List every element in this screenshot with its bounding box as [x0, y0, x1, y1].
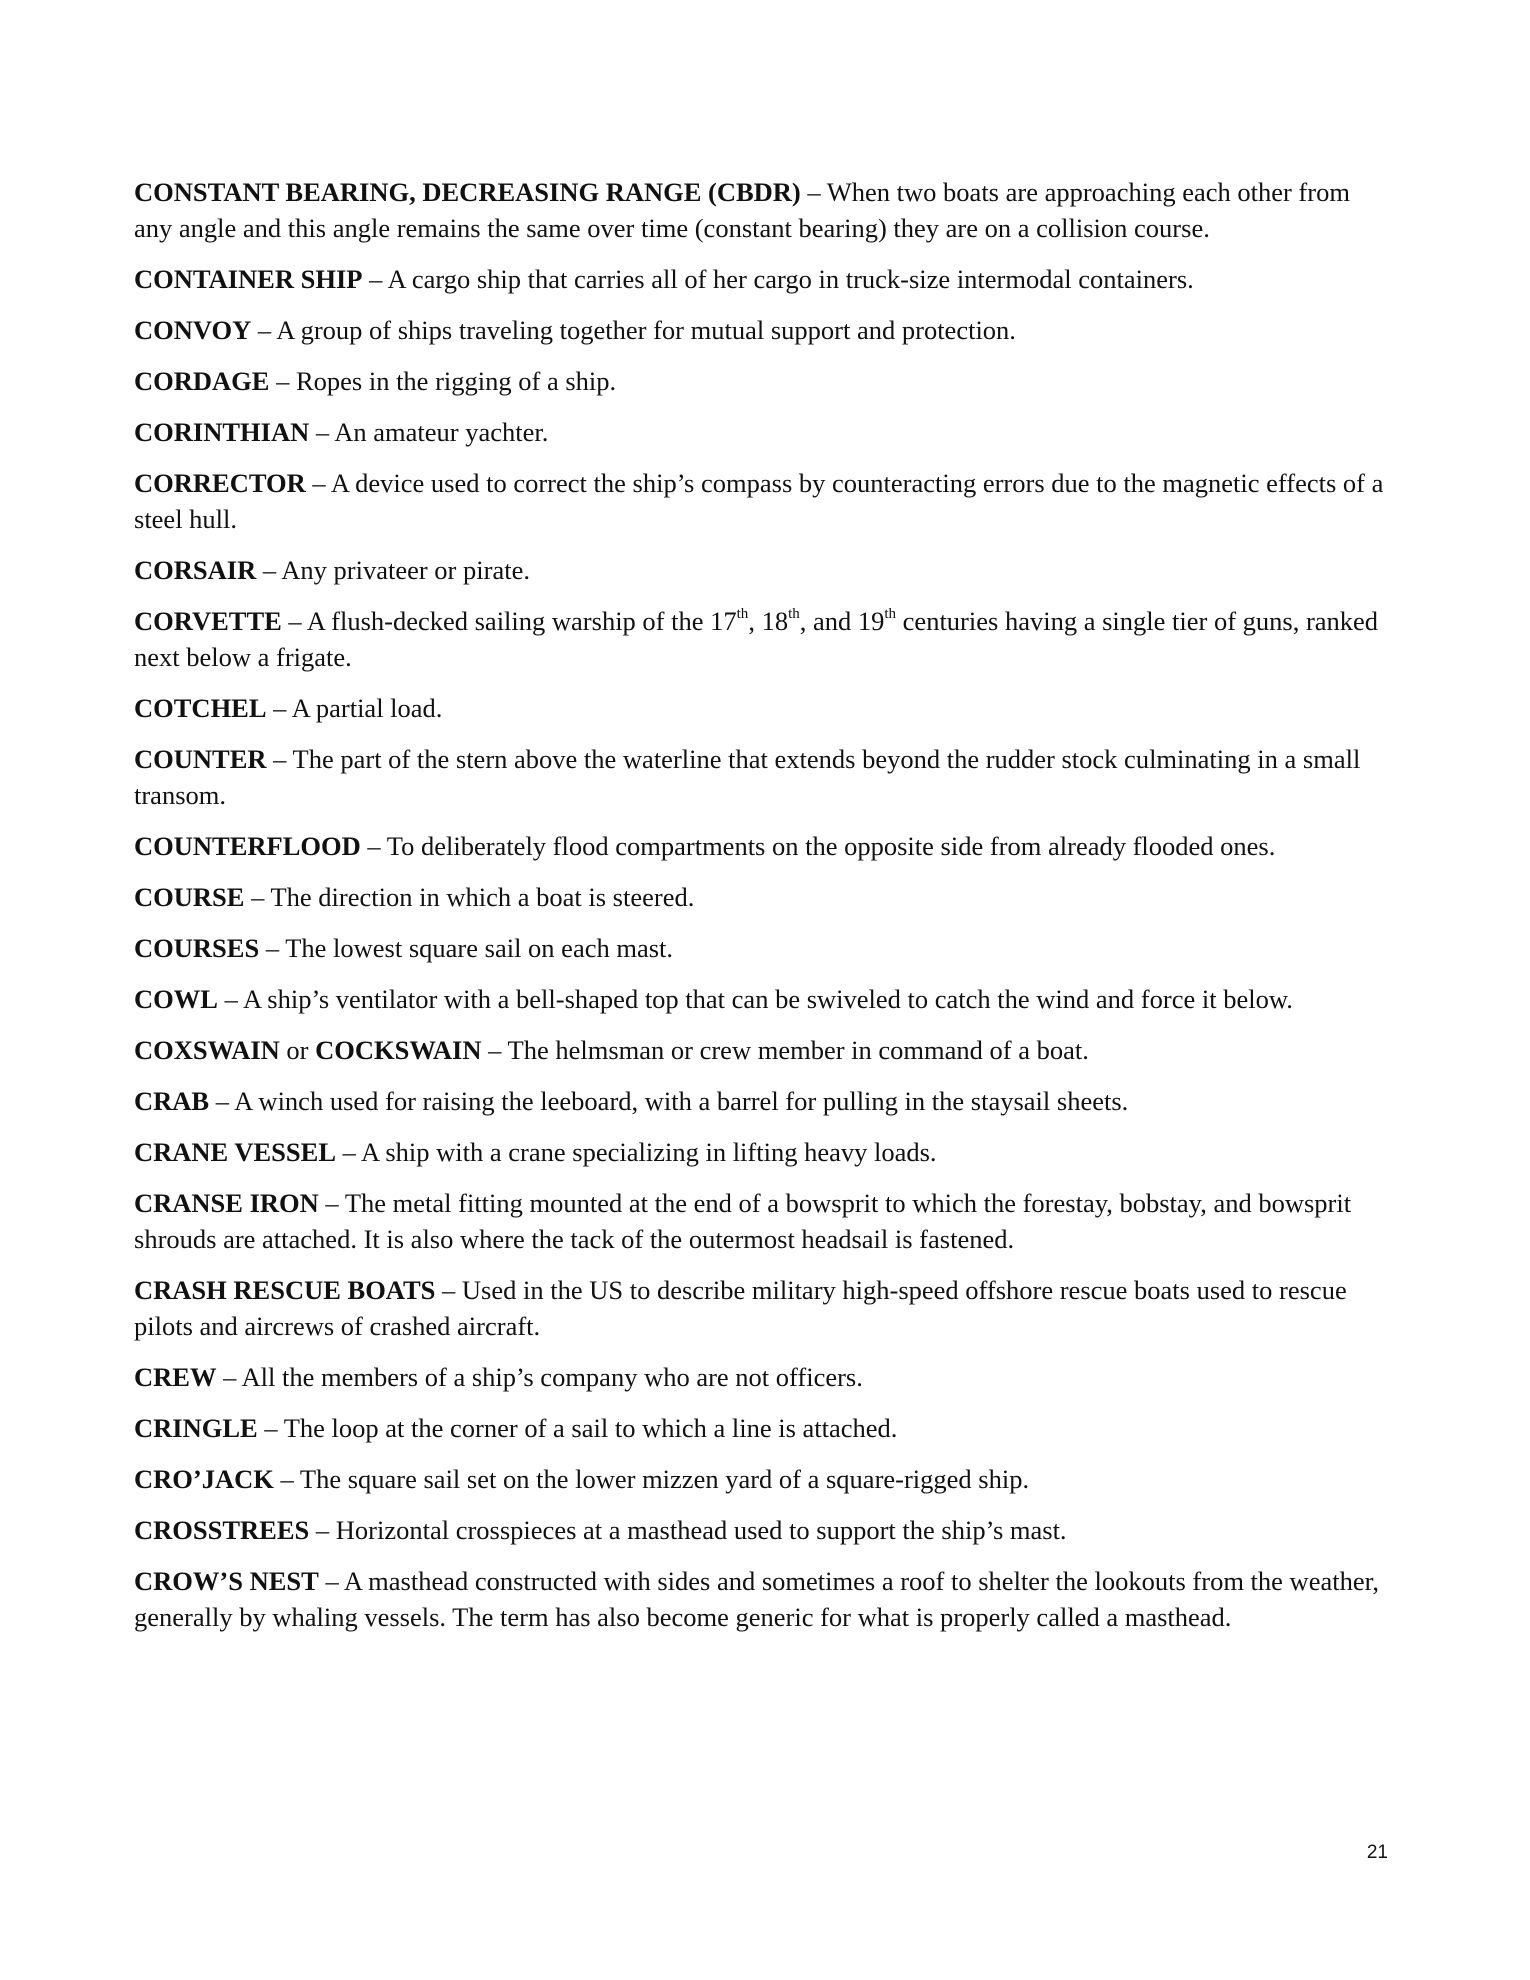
page-number: 21: [1366, 1842, 1388, 1863]
glossary-term: CONTAINER SHIP: [134, 264, 363, 294]
glossary-entry: [134, 930, 1390, 966]
glossary-definition: – The helmsman or crew member in command of a boat.: [481, 1035, 1089, 1065]
glossary-term: CRASH RESCUE BOATS: [134, 1275, 436, 1305]
glossary-entry: [134, 414, 1390, 450]
glossary-definition: – Any privateer or pirate.: [256, 555, 530, 585]
glossary-term: CORRECTOR: [134, 468, 306, 498]
glossary-definition: – The direction in which a boat is steered.: [244, 882, 695, 912]
glossary-entry: [134, 552, 1390, 588]
glossary-definition: – A ship’s ventilator with a bell-shaped top that can be swiveled to catch the wind and force it below.: [217, 984, 1293, 1014]
glossary-definition: – A cargo ship that carries all of her cargo in truck-size intermodal containers.: [362, 264, 1194, 294]
glossary-entry: [134, 1461, 1390, 1497]
ordinal-suffix: th: [788, 606, 800, 623]
glossary-term: COURSE: [134, 882, 245, 912]
glossary-term: CONSTANT BEARING, DECREASING RANGE (CBDR): [134, 177, 801, 207]
glossary-term: COUNTER: [134, 744, 267, 774]
glossary-entry: [134, 690, 1390, 726]
glossary-definition: – A device used to correct the ship’s compass by counteracting errors due to the magnetic effects of a steel hull.: [134, 468, 1384, 534]
glossary-definition: , 18: [748, 606, 789, 636]
glossary-definition: – A group of ships traveling together for mutual support and protection.: [251, 315, 1016, 345]
glossary-definition: , and 19: [799, 606, 885, 636]
glossary-definition: – The part of the stern above the waterline that extends beyond the rudder stock culminating in a small transom.: [134, 744, 1361, 810]
glossary-definition: – Ropes in the rigging of a ship.: [269, 366, 617, 396]
glossary-entry: [134, 828, 1390, 864]
glossary-definition: – The lowest square sail on each mast.: [259, 933, 674, 963]
glossary-definition: – All the members of a ship’s company who are not officers.: [216, 1362, 863, 1392]
glossary-definition: – The metal fitting mounted at the end of a bowsprit to which the forestay, bobstay, and bowsprit shrouds are attached. It is also where the tack of the outermost headsail is fastened.: [134, 1188, 1352, 1254]
glossary-definition: or: [279, 1035, 316, 1065]
glossary-term: CRAB: [134, 1086, 210, 1116]
glossary-entry: [134, 1512, 1390, 1548]
glossary-entry: [134, 981, 1390, 1017]
glossary-entry: [134, 1083, 1390, 1119]
glossary-definition: – A masthead constructed with sides and sometimes a roof to shelter the lookouts from the weather, generally by whaling vessels. The term has also become generic for what is properly called a masthead.: [134, 1566, 1379, 1632]
glossary-term: CONVOY: [134, 315, 252, 345]
glossary-term: CRANSE IRON: [134, 1188, 319, 1218]
glossary-entry: [134, 465, 1390, 537]
glossary-definition: – An amateur yachter.: [309, 417, 549, 447]
ordinal-suffix: th: [884, 606, 897, 623]
glossary-entry: [134, 1185, 1390, 1257]
glossary-entry: [134, 1134, 1390, 1170]
ordinal-suffix: th: [736, 606, 749, 623]
glossary-definition: – A partial load.: [266, 693, 443, 723]
glossary-definition: – To deliberately flood compartments on the opposite side from already flooded ones.: [360, 831, 1276, 861]
glossary-term: COCKSWAIN: [315, 1035, 482, 1065]
glossary-entry: [134, 1410, 1390, 1446]
glossary-definition: – Used in the US to describe military high-speed offshore rescue boats used to rescue pilots and aircrews of crashed aircraft.: [134, 1275, 1347, 1341]
glossary-definition: – The loop at the corner of a sail to which a line is attached.: [257, 1413, 898, 1443]
glossary-term: CORINTHIAN: [134, 417, 310, 447]
glossary-term: CRANE VESSEL: [134, 1137, 337, 1167]
glossary-term: CORVETTE: [134, 606, 282, 636]
glossary-entry: [134, 363, 1390, 399]
glossary-term: CORSAIR: [134, 555, 257, 585]
glossary-definition: – Horizontal crosspieces at a masthead used to support the ship’s mast.: [309, 1515, 1067, 1545]
glossary-term: COUNTERFLOOD: [134, 831, 361, 861]
glossary-definition: – The square sail set on the lower mizzen yard of a square-rigged ship.: [273, 1464, 1030, 1494]
glossary-entry: [134, 879, 1390, 915]
glossary-term: CROSSTREES: [134, 1515, 310, 1545]
glossary-term: CROW’S NEST: [134, 1566, 319, 1596]
glossary-entry: [134, 174, 1390, 246]
glossary-term: COXSWAIN: [134, 1035, 280, 1065]
glossary-term: COWL: [134, 984, 218, 1014]
glossary-term: CREW: [134, 1362, 217, 1392]
glossary-term: CORDAGE: [134, 366, 270, 396]
glossary-entry: [134, 1563, 1390, 1635]
glossary-entry: [134, 1272, 1390, 1344]
glossary-entry: [134, 1032, 1390, 1068]
glossary-term: CRINGLE: [134, 1413, 258, 1443]
glossary-entry: [134, 603, 1390, 675]
glossary-body: [134, 174, 1390, 1650]
glossary-entry: [134, 261, 1390, 297]
glossary-term: COURSES: [134, 933, 260, 963]
glossary-term: CRO’JACK: [134, 1464, 274, 1494]
glossary-definition: centuries having a single tier of guns, ranked next below a frigate.: [134, 606, 1379, 672]
glossary-entry: [134, 1359, 1390, 1395]
glossary-entry: [134, 312, 1390, 348]
glossary-definition: – When two boats are approaching each other from any angle and this angle remains the same over time (constant bearing) they are on a collision course.: [134, 177, 1350, 243]
glossary-definition: – A flush-decked sailing warship of the 17: [281, 606, 737, 636]
glossary-term: COTCHEL: [134, 693, 267, 723]
glossary-definition: – A winch used for raising the leeboard, with a barrel for pulling in the staysail sheets.: [209, 1086, 1129, 1116]
glossary-definition: – A ship with a crane specializing in lifting heavy loads.: [336, 1137, 937, 1167]
glossary-entry: [134, 741, 1390, 813]
